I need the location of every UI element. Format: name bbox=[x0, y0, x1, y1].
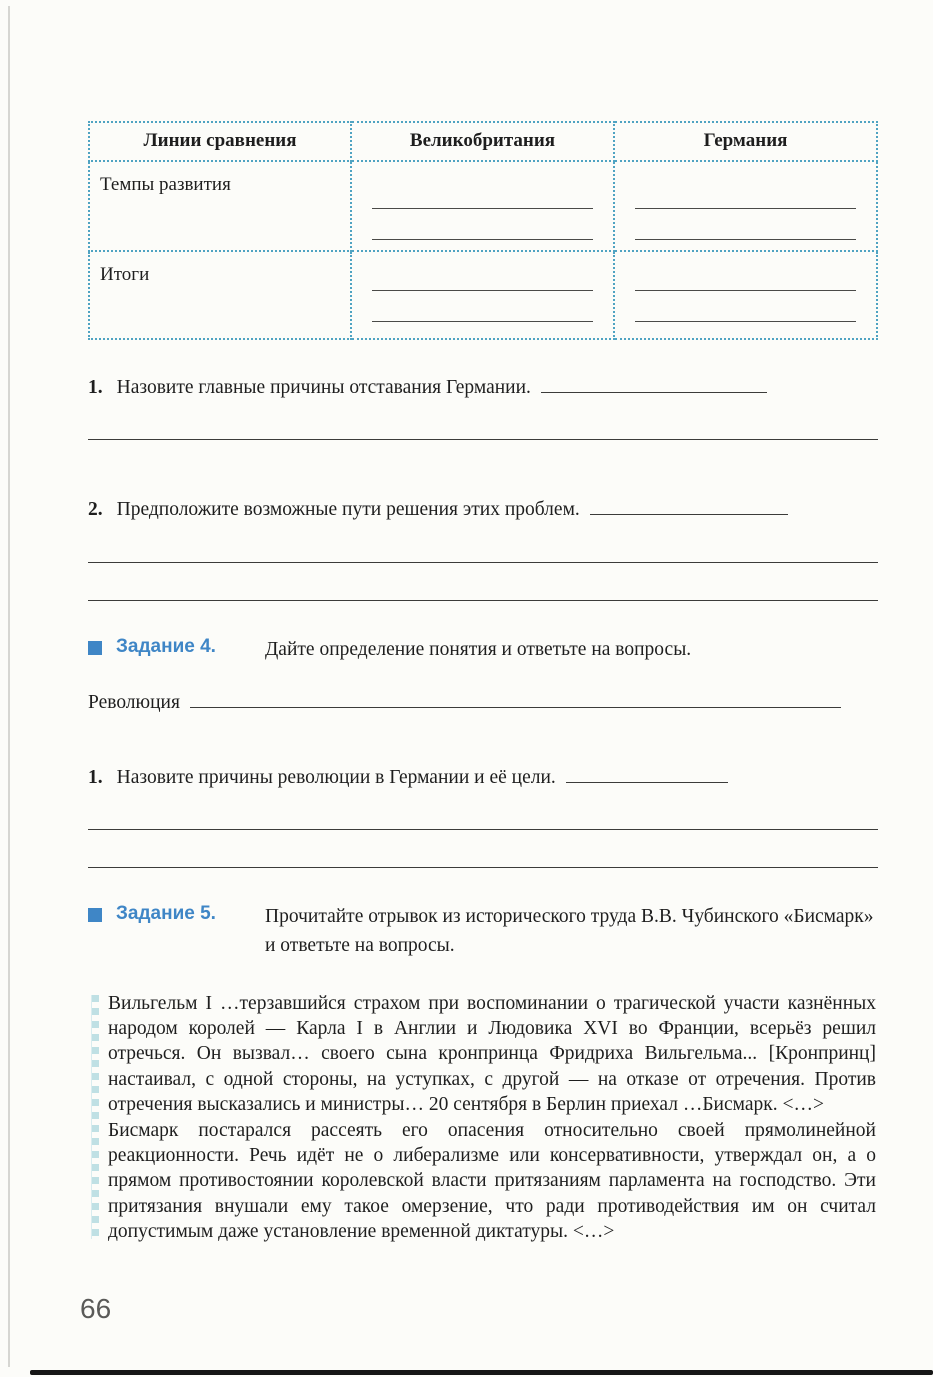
write-line bbox=[372, 260, 594, 291]
term-row bbox=[88, 692, 878, 714]
write-line bbox=[88, 402, 878, 440]
question-number: 2. bbox=[88, 499, 103, 521]
write-line bbox=[190, 693, 841, 708]
write-line bbox=[372, 209, 594, 240]
write-line bbox=[566, 768, 728, 783]
write-line bbox=[590, 500, 788, 515]
table-row-label-cell bbox=[89, 251, 351, 339]
table-answer-cell bbox=[614, 161, 877, 251]
question-number: 1. bbox=[88, 766, 103, 788]
write-line bbox=[635, 291, 857, 322]
table-header-cell: Германия bbox=[614, 122, 877, 161]
row-label: Итоги bbox=[100, 264, 150, 285]
task-5-label-wrap bbox=[88, 902, 265, 925]
page-content bbox=[88, 121, 878, 1245]
excerpt-paragraph: Вильгельм I …терзавшийся страхом при воспоминании о трагической участи казнённых народом королей — Карла I в Англии и Людовика XVI во Франции, всерьёз решил отречься. Он вызвал… своего сына кронпринца Фридриха Вильгельма... [Кронпринц] настаивал, с одной стороны, на уступках, с другой — на отказе от отречения. Против отречения высказались и министры… 20 сентября в Берлин приехал …Бисмарк. <…> bbox=[108, 992, 876, 1116]
task-4-question bbox=[88, 764, 878, 792]
task-4-label-wrap bbox=[88, 635, 265, 658]
write-line bbox=[635, 170, 857, 209]
task-4-header bbox=[88, 635, 878, 664]
write-lines bbox=[362, 258, 603, 322]
table-answer-cell bbox=[614, 251, 877, 339]
write-lines bbox=[362, 168, 603, 240]
table-row bbox=[89, 251, 877, 339]
table-header-row bbox=[89, 122, 877, 161]
table-header-cell: Линии сравнения bbox=[89, 122, 351, 161]
write-line bbox=[541, 378, 767, 393]
excerpt-paragraph: Бисмарк постарался рассеять его опасения относительно своей прямолинейной реакционности. Речь идёт не о либерализме или консервативности, утверждал он, а о прямом противостоянии королевской власти притязаниям парламента на господство. Эти притязания внушали ему такое омерзение, что ради противодействия им он считал допустимым даже установление временной диктатуры. <…> bbox=[108, 1119, 876, 1243]
page-edge-line bbox=[8, 6, 10, 1367]
page-number: 66 bbox=[80, 1293, 112, 1324]
term-label: Революция bbox=[88, 691, 180, 713]
write-line bbox=[635, 209, 857, 240]
write-line bbox=[88, 792, 878, 830]
write-line bbox=[88, 830, 878, 868]
task-instruction: Дайте определение понятия и ответьте на вопросы. bbox=[265, 638, 692, 660]
write-lines bbox=[625, 258, 866, 322]
write-line bbox=[635, 260, 857, 291]
square-bullet-icon bbox=[88, 908, 102, 922]
task-label: Задание 4. bbox=[116, 635, 216, 657]
write-line bbox=[372, 291, 594, 322]
table-row bbox=[89, 161, 877, 251]
question-2 bbox=[88, 496, 878, 524]
table-row-label-cell bbox=[89, 161, 351, 251]
task-instruction: Прочитайте отрывок из исторического труда В.В. Чубинского «Бисмарк» и ответьте на вопросы. bbox=[265, 906, 874, 957]
table-answer-cell bbox=[351, 251, 614, 339]
table-header-cell: Великобритания bbox=[351, 122, 614, 161]
question-text: Назовите главные причины отставания Германии. bbox=[116, 377, 531, 398]
task-label: Задание 5. bbox=[116, 903, 216, 925]
question-number: 1. bbox=[88, 377, 103, 398]
write-line bbox=[372, 170, 594, 209]
question-1 bbox=[88, 374, 878, 402]
scan-edge-bar bbox=[30, 1370, 933, 1375]
question-text: Назовите причины революции в Германии и её цели. bbox=[116, 766, 556, 788]
question-text: Предположите возможные пути решения этих проблем. bbox=[116, 499, 580, 521]
table-answer-cell bbox=[351, 161, 614, 251]
write-line bbox=[88, 563, 878, 601]
excerpt-block bbox=[108, 991, 876, 1245]
margin-dots-decoration bbox=[91, 995, 99, 1239]
write-lines bbox=[625, 168, 866, 240]
task-5-header bbox=[88, 902, 878, 961]
write-line bbox=[88, 525, 878, 563]
comparison-table bbox=[88, 121, 878, 340]
row-label: Темпы развития bbox=[100, 174, 231, 195]
square-bullet-icon bbox=[88, 641, 102, 655]
